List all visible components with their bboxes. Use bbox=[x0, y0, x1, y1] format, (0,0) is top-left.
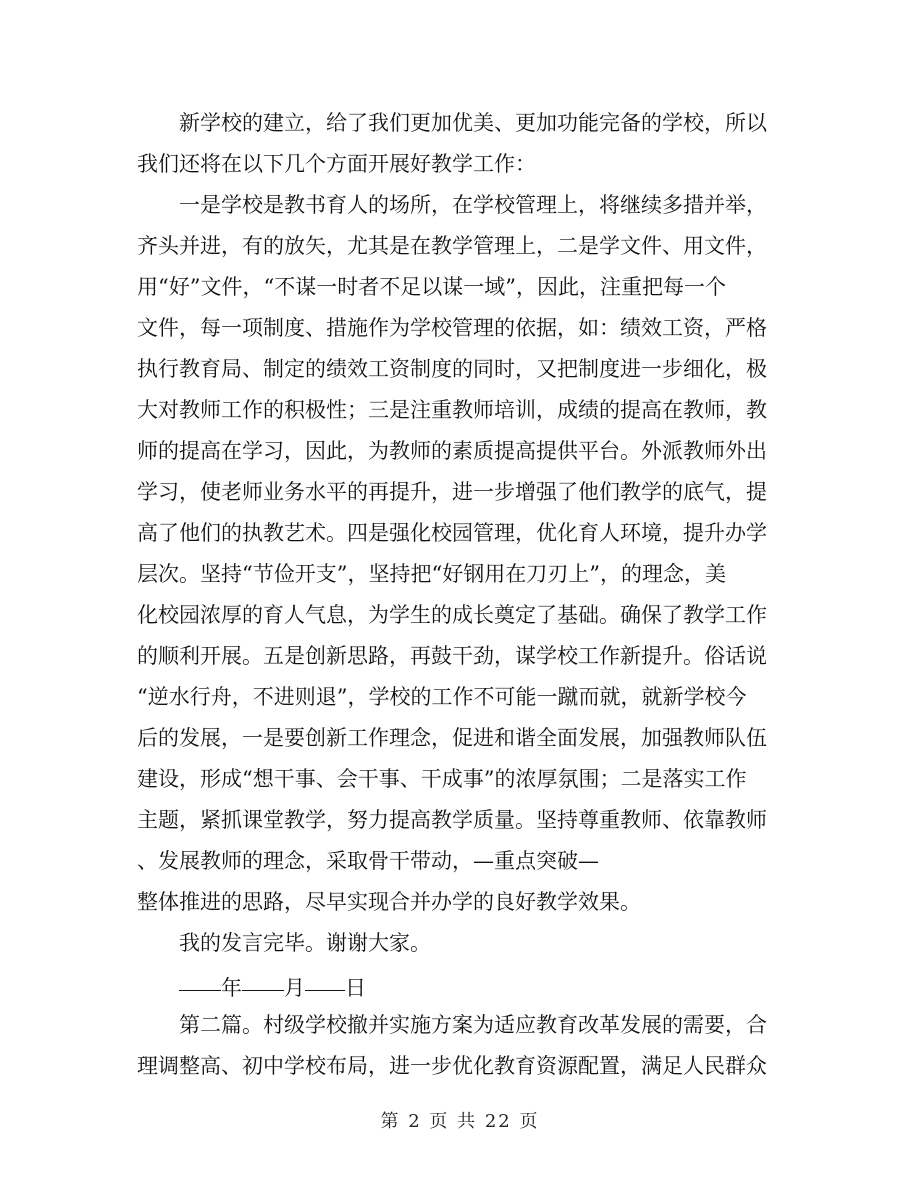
date-line bbox=[137, 964, 787, 1005]
month-label: 月 bbox=[284, 976, 305, 1000]
paragraph-2-line-6: 大对教师工作的积极性；三是注重教师培训，成绩的提高在教师，教 bbox=[137, 398, 767, 422]
paragraph-2-line-5: 执行教育局、制定的绩效工资制度的同时，又把制度进一步细化，极 bbox=[137, 357, 767, 381]
paragraph-2-line-3: 用“好”文件，“不谋一时者不足以谋一域”，因此，注重把每一个 bbox=[137, 275, 726, 299]
second-section-line-1: 第二篇。村级学校撤并实施方案为适应教育改革发展的需要，合 bbox=[179, 1013, 767, 1037]
paragraph-2-line-7: 师的提高在学习，因此，为教师的素质提高提供平台。外派教师外出 bbox=[137, 439, 767, 463]
paragraph-2-line-12: 的顺利开展。五是创新思路，再鼓干劲，谋学校工作新提升。俗话说 bbox=[137, 644, 767, 668]
year-label: 年 bbox=[221, 976, 242, 1000]
paragraph-1-line-2: 我们还将在以下几个方面开展好教学工作： bbox=[137, 152, 536, 176]
paragraph-2-line-16: 主题，紧抓课堂教学，努力提高教学质量。坚持尊重教师、依靠教师 bbox=[137, 808, 767, 832]
closing-remark: 我的发言完毕。谢谢大家。 bbox=[179, 931, 431, 955]
paragraph-2-line-15: 建设，形成“想干事、会干事、干成事”的浓厚氛围；二是落实工作 bbox=[137, 767, 747, 791]
paragraph-2-line-2: 齐头并进，有的放矢，尤其是在教学管理上，二是学文件、用文件， bbox=[137, 234, 767, 258]
paragraph-2-line-1: 一是学校是教书育人的场所，在学校管理上，将继续多措并举， bbox=[179, 193, 767, 217]
day-label: 日 bbox=[345, 976, 366, 1000]
paragraph-2-line-9: 高了他们的执教艺术。四是强化校园管理，优化育人环境，提升办学 bbox=[137, 521, 767, 545]
document-body bbox=[137, 103, 787, 1087]
paragraph-2-line-11: 化校园浓厚的育人气息，为学生的成长奠定了基础。确保了教学工作 bbox=[137, 603, 767, 627]
paragraph-2-line-14: 后的发展，一是要创新工作理念，促进和谐全面发展，加强教师队伍 bbox=[137, 726, 767, 750]
paragraph-2-line-13: “逆水行舟，不进则退”，学校的工作不可能一蹴而就，就新学校今 bbox=[137, 685, 747, 709]
paragraph-2-line-17: 、发展教师的理念，采取骨干带动，—重点突破— bbox=[137, 849, 599, 873]
paragraph-2-line-8: 学习，使老师业务水平的再提升，进一步增强了他们教学的底气，提 bbox=[137, 480, 767, 504]
paragraph-2-line-18: 整体推进的思路，尽早实现合并办学的良好教学效果。 bbox=[137, 890, 641, 914]
second-section-line-2: 理调整高、初中学校布局，进一步优化教育资源配置，满足人民群众 bbox=[137, 1054, 767, 1078]
paragraph-2-line-4: 文件，每一项制度、措施作为学校管理的依据，如：绩效工资，严格 bbox=[137, 316, 767, 340]
month-blank bbox=[242, 964, 284, 991]
page-number-footer: 第 2 页 共 22 页 bbox=[380, 1111, 540, 1132]
year-blank bbox=[179, 964, 221, 991]
paragraph-1-line-1: 新学校的建立，给了我们更加优美、更加功能完备的学校，所以 bbox=[179, 111, 767, 135]
paragraph-2-line-10: 层次。坚持“节俭开支”，坚持把“好钢用在刀刃上”，的理念，美 bbox=[137, 562, 726, 586]
day-blank bbox=[305, 964, 345, 991]
